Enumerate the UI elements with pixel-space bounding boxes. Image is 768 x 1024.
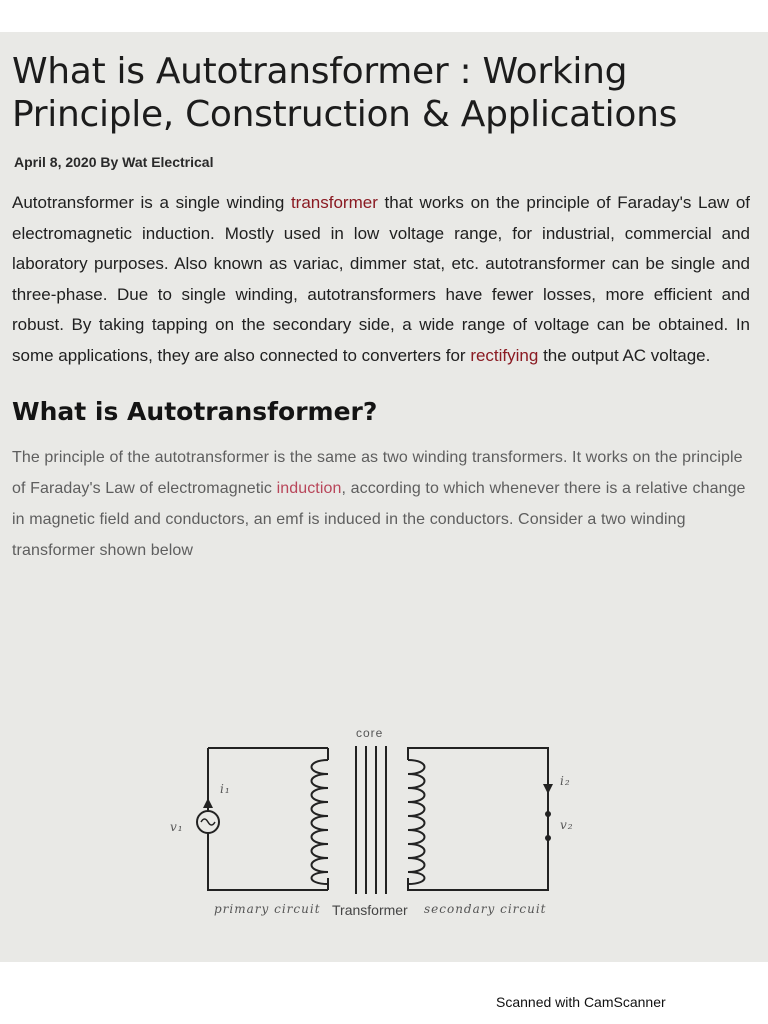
- section-paragraph: [12, 442, 750, 566]
- primary-circuit-label: primary circuit: [214, 902, 321, 916]
- section-heading: What is Autotransformer?: [12, 397, 378, 426]
- intro-text-2: that works on the principle of Faraday's Law of electromagnetic induction. Mostly used in low voltage range, for industrial, commercial and laboratory purposes. Also known as variac, dimmer stat, etc. autotransformer can be single and three-phase. Due to single winding, autotransformers have fewer losses, more efficient and robust. By taking tapping on the secondary side, a wide range of voltage can be obtained. In some applications, they are also connected to converters for: [12, 193, 751, 365]
- i2-label: i₂: [560, 774, 571, 788]
- transformer-diagram-svg: [180, 694, 600, 924]
- intro-text-1: Autotransformer is a single winding: [12, 193, 291, 212]
- rectifying-link[interactable]: rectifying: [470, 345, 539, 365]
- primary-coil: [312, 760, 329, 884]
- section-text-1: The principle of the autotransformer is the same as two winding transformers. It works on the principle of Faraday's Law of electromagnetic: [12, 449, 743, 497]
- secondary-wire-loop: [408, 748, 548, 890]
- transformer-diagram: [170, 694, 600, 924]
- core-label: core: [356, 726, 384, 740]
- transformer-link[interactable]: transformer: [290, 193, 378, 212]
- i1-label: i₁: [220, 782, 231, 796]
- terminal-dot-bottom: [545, 835, 551, 841]
- article-byline: April 8, 2020 By Wat Electrical: [14, 154, 214, 170]
- secondary-circuit-label: secondary circuit: [424, 902, 547, 916]
- terminal-dot-top: [545, 811, 551, 817]
- article-title: What is Autotransformer : Working Principle, Construction & Applications: [12, 51, 678, 135]
- v1-label: v₁: [170, 820, 184, 834]
- i2-arrow-icon: [543, 784, 553, 794]
- primary-wire-loop: [208, 748, 328, 890]
- secondary-coil: [408, 760, 425, 884]
- v2-label: v₂: [560, 818, 574, 832]
- intro-paragraph: [12, 188, 750, 371]
- induction-link[interactable]: induction: [276, 480, 342, 497]
- i1-arrow-icon: [203, 798, 213, 808]
- scanner-watermark: Scanned with CamScanner: [496, 994, 666, 1010]
- intro-text-3: the output AC voltage.: [538, 345, 711, 365]
- figure-caption: Transformer: [332, 902, 408, 918]
- section-text-2: , according to which whenever there is a relative change in magnetic field and conductors, an emf is induced in the conductors. Consider a two winding transformer shown below: [12, 480, 746, 559]
